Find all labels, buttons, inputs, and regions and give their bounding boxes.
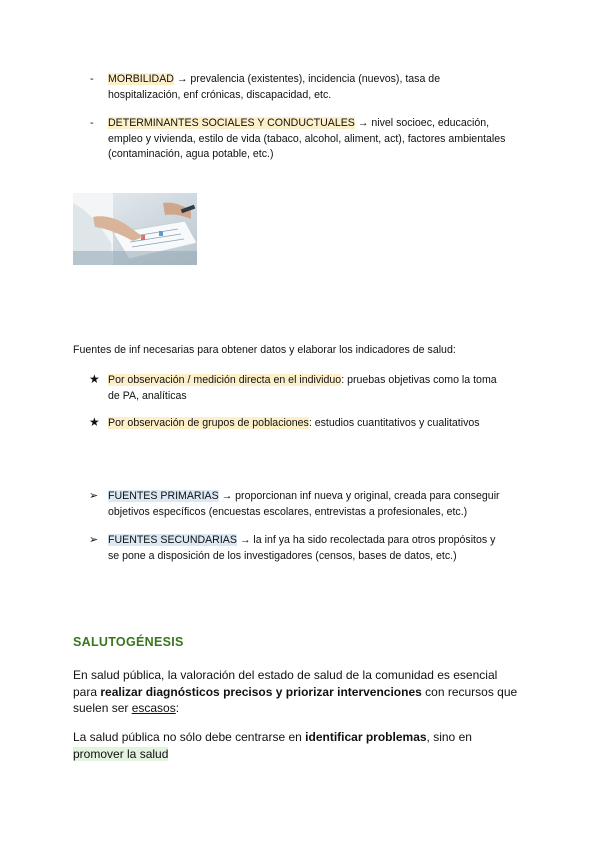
indicator-text: [108, 116, 528, 163]
source-highlight: Por observación / medición directa en el individuo: [108, 374, 342, 386]
salutogenesis-paragraph-1: [73, 667, 543, 717]
medical-report-photo: [73, 193, 197, 265]
paragraph-text: En salud pública, la valoración del estado de salud de la comunidad es esencial: [73, 668, 498, 682]
source-type-description: → proporcionan inf nueva y original, creada para conseguir: [218, 490, 500, 502]
medical-report-photo-icon: [73, 193, 197, 265]
source-type-description-cont: se pone a disposición de los investigadores (censos, bases de datos, etc.): [108, 549, 457, 562]
indicator-description-cont: (contaminación, agua potable, etc.): [108, 148, 274, 160]
term-highlight: MORBILIDAD: [108, 73, 174, 85]
star-bullet: ★: [89, 415, 100, 429]
source-type-description-cont: objetivos específicos (encuestas escolares, entrevistas a profesionales, etc.): [108, 505, 468, 518]
source-type-text: [108, 489, 528, 520]
paragraph-text: La salud pública no sólo debe centrarse en: [73, 730, 306, 744]
sources-intro: Fuentes de inf necesarias para obtener datos y elaborar los indicadores de salud:: [73, 344, 456, 356]
source-type-text: [108, 533, 528, 564]
bold-emphasis: identificar problemas: [305, 730, 427, 744]
paragraph-text: :: [175, 701, 180, 715]
source-description: : pruebas objetivas como la toma: [341, 374, 497, 386]
highlighted-phrase: promover la salud: [73, 746, 169, 761]
paragraph-text: , sino en: [426, 730, 472, 744]
source-description-cont: de PA, analíticas: [108, 389, 187, 402]
paragraph-text: con recursos que: [421, 684, 518, 699]
source-description: : estudios cuantitativos y cualitativos: [308, 417, 480, 429]
paragraph-text: para: [73, 684, 101, 699]
salutogenesis-paragraph-2: [73, 729, 543, 762]
indicator-text: [108, 72, 528, 103]
source-highlight: Por observación de grupos de poblaciones: [108, 417, 309, 429]
arrowhead-bullet: ➢: [89, 490, 99, 502]
source-item-text: [108, 373, 528, 404]
source-type-highlight: FUENTES SECUNDARIAS: [108, 534, 237, 546]
bold-emphasis: realizar diagnósticos precisos y priorizar intervenciones: [100, 684, 422, 699]
star-bullet: ★: [89, 372, 100, 386]
dash-bullet: -: [90, 73, 94, 85]
indicator-description-cont: hospitalización, enf crónicas, discapacidad, etc.: [108, 88, 332, 101]
underlined-word: escasos: [131, 701, 176, 715]
indicator-description-cont: empleo y vivienda, estilo de vida (tabaco, alcohol, aliment, act), factores ambientales: [108, 132, 506, 145]
source-type-highlight: FUENTES PRIMARIAS: [108, 490, 219, 502]
term-highlight: DETERMINANTES SOCIALES Y CONDUCTUALES: [108, 117, 355, 129]
paragraph-text: suelen ser: [73, 701, 132, 715]
arrowhead-bullet: ➢: [89, 534, 99, 546]
source-type-description: → la inf ya ha sido recolectada para otros propósitos y: [236, 534, 496, 546]
indicator-description: → prevalencia (existentes), incidencia (nuevos), tasa de: [173, 73, 441, 85]
source-item-text: [108, 416, 528, 432]
section-heading: SALUTOGÉNESIS: [73, 635, 184, 649]
indicator-description: → nivel socioec, educación,: [354, 117, 490, 129]
dash-bullet: -: [90, 117, 94, 129]
